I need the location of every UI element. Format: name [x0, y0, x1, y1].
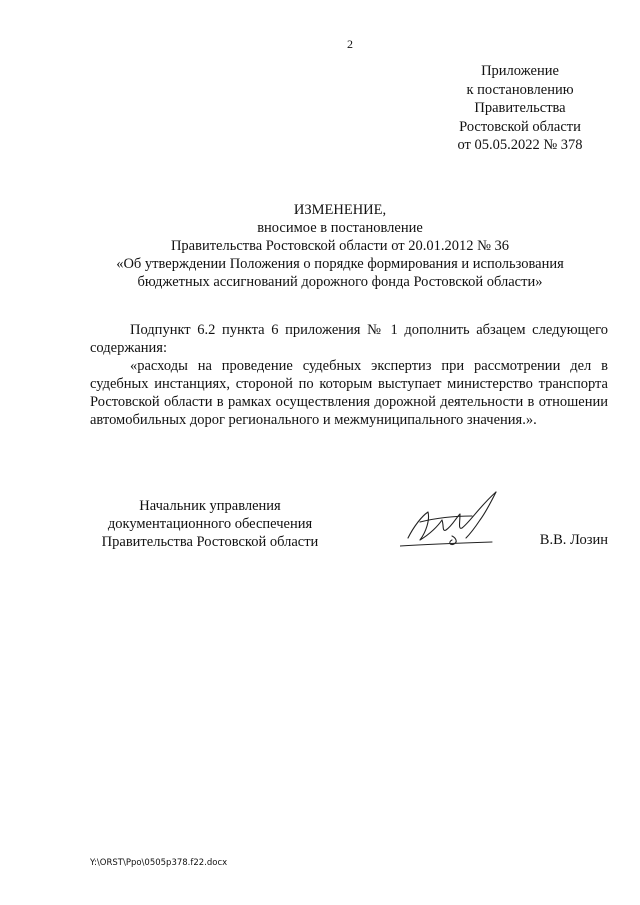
- body-paragraph: Подпункт 6.2 пункта 6 приложения № 1 дополнить абзацем следующего содержания:: [90, 322, 608, 356]
- appendix-reference: [440, 62, 600, 155]
- signatory-title-line: документационного обеспечения: [107, 516, 313, 532]
- document-body: [90, 321, 608, 429]
- appendix-line: Приложение: [481, 63, 559, 79]
- signatory-title-line: Начальник управления: [139, 498, 281, 514]
- body-paragraph: «расходы на проведение судебных экспертиз при рассмотрении дел в судебных инстанциях, стороной по которым выступает министерство транспорта Ростовской области в рамках осуществления дорожной деятельности в отношении автомобильных дорог регионального и межмуниципального значения.».: [90, 358, 608, 428]
- amendment-line: бюджетных ассигнований дорожного фонда Ростовской области»: [137, 274, 543, 290]
- amendment-line: Правительства Ростовской области от 20.01.2012 № 36: [170, 238, 510, 254]
- amendment-line: «Об утверждении Положения о порядке формирования и использования: [116, 256, 564, 272]
- signatory-title: [90, 497, 330, 551]
- amendment-title: ИЗМЕНЕНИЕ,: [293, 202, 387, 218]
- signatory-title-line: Правительства Ростовской области: [101, 534, 319, 550]
- signer-name: В.В. Лозин: [539, 532, 608, 548]
- handwritten-signature: [400, 486, 510, 554]
- appendix-line: Правительства: [474, 100, 566, 116]
- appendix-line: Ростовской области: [459, 118, 581, 135]
- file-path: Y:\ORST\Ppo\0505p378.f22.docx: [90, 858, 228, 868]
- appendix-line: от 05.05.2022 № 378: [457, 137, 583, 153]
- page-number: 2: [347, 37, 353, 51]
- amendment-header: [80, 201, 600, 291]
- amendment-line: вносимое в постановление: [257, 220, 423, 236]
- appendix-line: к постановлению: [466, 81, 574, 98]
